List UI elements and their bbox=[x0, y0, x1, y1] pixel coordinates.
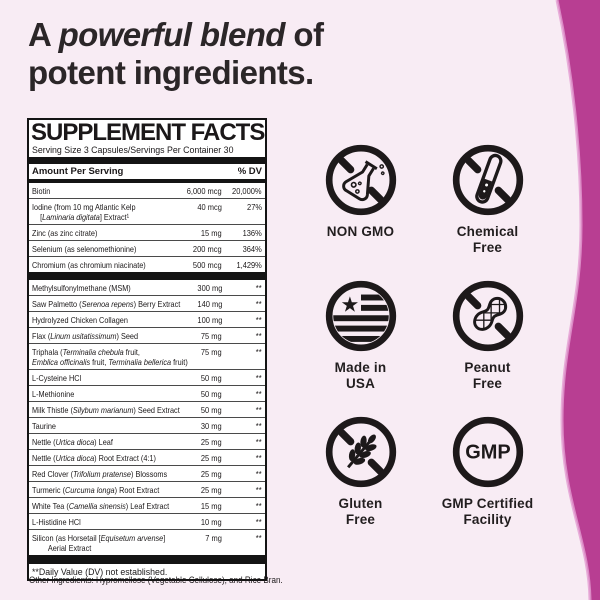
facts-section-vitamins bbox=[29, 183, 265, 272]
badge-made-in-usa bbox=[297, 279, 424, 415]
table-row: Hydrolyzed Chicken Collagen 100 mg ** bbox=[29, 311, 265, 327]
table-row: Turmeric (Curcuma longa) Root Extract 25 mg ** bbox=[29, 481, 265, 497]
badge-label-line: Facility bbox=[463, 511, 512, 527]
table-row: Saw Palmetto (Serenoa repens) Berry Extract 140 mg ** bbox=[29, 295, 265, 311]
badge-label-line: Made in bbox=[334, 360, 387, 375]
badge-label-line: Peanut bbox=[464, 360, 511, 375]
badge-gmp-certified bbox=[424, 415, 551, 551]
table-row: Methylsulfonylmethane (MSM) 300 mg ** bbox=[32, 282, 262, 293]
badge-label-line: Gluten bbox=[338, 496, 383, 511]
badge-label-line: Chemical bbox=[456, 224, 519, 239]
badge-label bbox=[327, 224, 394, 240]
divider-bar bbox=[29, 555, 265, 564]
table-row: Selenium (as selenomethionine) 200 mcg 364% bbox=[29, 240, 265, 256]
badge-label bbox=[442, 496, 534, 527]
table-row: L-Cysteine HCl 50 mg ** bbox=[29, 369, 265, 385]
badge-label-line: USA bbox=[345, 375, 376, 391]
other-ingredients bbox=[29, 575, 329, 585]
badge-label bbox=[335, 360, 387, 391]
page-title bbox=[28, 16, 448, 92]
table-row: Red Clover (Trifolium pratense) Blossoms 25 mg ** bbox=[29, 465, 265, 481]
badge-label-line: GMP Certified bbox=[441, 496, 534, 511]
table-row: Flax (Linum usitatissimum) Seed 75 mg ** bbox=[29, 327, 265, 343]
amount-per-serving-header: Amount Per Serving bbox=[32, 166, 124, 177]
table-row: L-Histidine HCl 10 mg ** bbox=[29, 513, 265, 529]
badge-non-gmo bbox=[297, 143, 424, 279]
table-row: Zinc (as zinc citrate) 15 mg 136% bbox=[29, 224, 265, 240]
badge-label bbox=[457, 224, 519, 255]
badge-chemical-free bbox=[424, 143, 551, 279]
usa-flag-icon bbox=[324, 279, 398, 353]
divider-bar bbox=[29, 272, 265, 280]
title-emphasis-text: powerful blend bbox=[58, 16, 285, 53]
page-title-line1 bbox=[28, 16, 448, 54]
facts-title: SUPPLEMENT FACTS bbox=[31, 119, 265, 146]
facts-section-blend bbox=[29, 280, 265, 555]
dv-header: % DV bbox=[237, 166, 262, 177]
no-wheat-icon bbox=[324, 415, 398, 489]
dv-footnote: **Daily Value (DV) not established. bbox=[32, 566, 168, 577]
badge-label-line: Free bbox=[472, 239, 503, 255]
table-row: Taurine 30 mg ** bbox=[29, 417, 265, 433]
table-row: Triphala (Terminalia chebula fruit, Emblica officinalis fruit, Terminalia bellerica fruit) 75 mg ** bbox=[29, 343, 265, 369]
table-row: Biotin 6,000 mcg 20,000% bbox=[32, 185, 262, 196]
no-gmo-flask-icon bbox=[324, 143, 398, 217]
table-row: Silicon (as Horsetail [Equisetum arvense] Aerial Extract 7 mg ** bbox=[29, 529, 265, 555]
badge-label-line: Free bbox=[345, 511, 376, 527]
badge-label bbox=[339, 496, 383, 527]
badge-label-line: NON GMO bbox=[326, 224, 395, 239]
badge-label bbox=[464, 360, 510, 391]
table-row: Iodine (from 10 mg Atlantic Kelp [Laminaria digitata] Extract¹ 40 mcg 27% bbox=[29, 198, 265, 224]
badge-label-line: Free bbox=[472, 375, 503, 391]
facts-column-headers bbox=[29, 164, 265, 179]
badge-peanut-free bbox=[424, 279, 551, 415]
table-row: White Tea (Camellia sinensis) Leaf Extract 15 mg ** bbox=[29, 497, 265, 513]
serving-info: Serving Size 3 Capsules/Servings Per Container 30 bbox=[32, 145, 234, 155]
badge-gluten-free bbox=[297, 415, 424, 551]
table-row: L-Methionine 50 mg ** bbox=[29, 385, 265, 401]
table-row: Nettle (Urtica dioca) Root Extract (4:1) 25 mg ** bbox=[29, 449, 265, 465]
gmp-seal-icon bbox=[451, 415, 525, 489]
feature-badges bbox=[297, 143, 551, 551]
title-text-suffix: of bbox=[284, 16, 324, 53]
no-chemical-test-tube-icon bbox=[451, 143, 525, 217]
page-title-line2: potent ingredients. bbox=[28, 54, 314, 91]
svg-text:GMP: GMP bbox=[464, 441, 511, 464]
table-row: Nettle (Urtica dioca) Leaf 25 mg ** bbox=[29, 433, 265, 449]
title-text: A bbox=[28, 16, 59, 53]
other-ingredients-text: Other Ingredients: Hypromellose (Vegetable Cellulose), and Rice Bran. bbox=[29, 575, 283, 585]
divider-bar bbox=[29, 157, 265, 164]
table-row: Milk Thistle (Silybum marianum) Seed Extract 50 mg ** bbox=[29, 401, 265, 417]
supplement-facts-panel bbox=[27, 118, 267, 581]
no-peanut-icon bbox=[451, 279, 525, 353]
table-row: Chromium (as chromium niacinate) 500 mcg 1,429% bbox=[29, 256, 265, 272]
